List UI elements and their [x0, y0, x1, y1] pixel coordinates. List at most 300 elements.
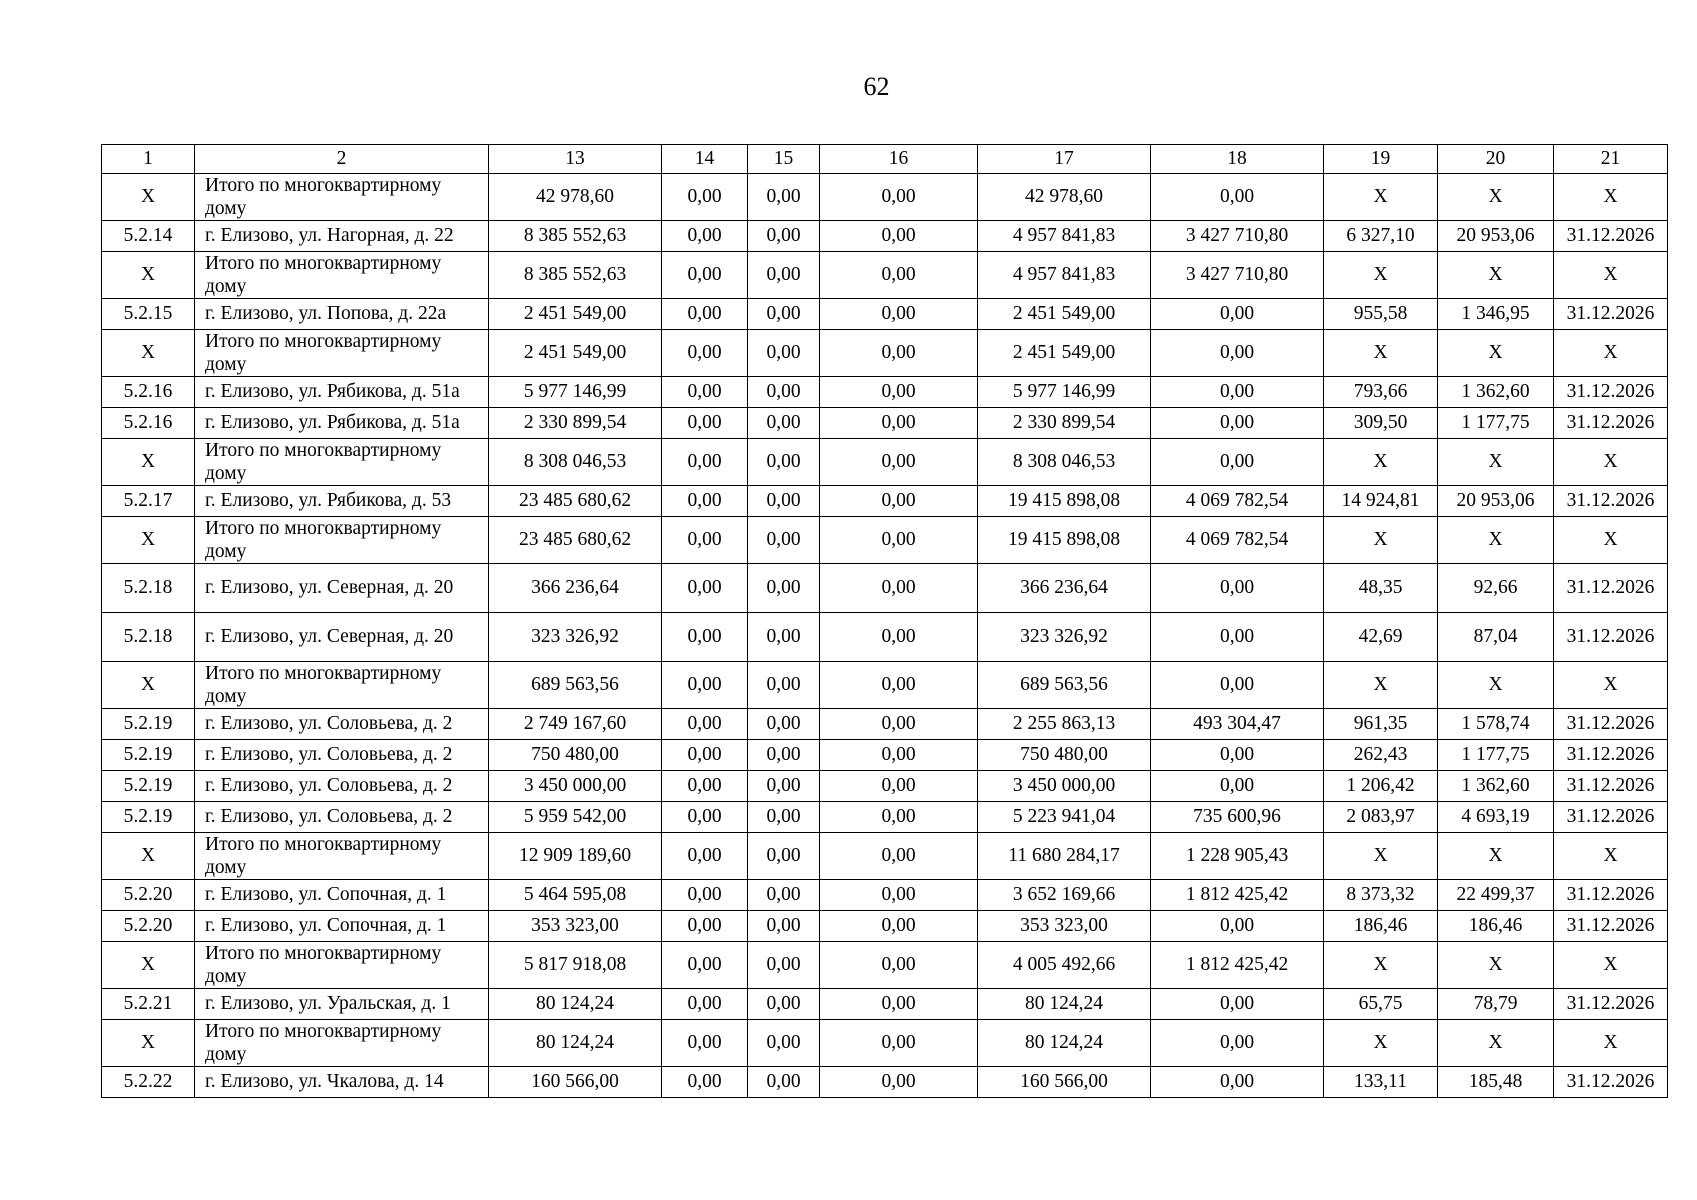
table-cell: 0,00 — [820, 1020, 978, 1067]
table-cell: Итого по многоквартирному дому — [195, 833, 489, 880]
table-cell: 31.12.2026 — [1554, 911, 1668, 942]
table-cell: Х — [1324, 942, 1438, 989]
table-cell: 1 346,95 — [1438, 299, 1554, 330]
table-cell: 80 124,24 — [978, 989, 1151, 1020]
table-cell: г. Елизово, ул. Северная, д. 20 — [195, 564, 489, 613]
table-cell: г. Елизово, ул. Соловьева, д. 2 — [195, 771, 489, 802]
table-cell: 0,00 — [820, 439, 978, 486]
table-cell: 0,00 — [748, 1020, 820, 1067]
table-cell: 6 327,10 — [1324, 221, 1438, 252]
table-cell: 186,46 — [1438, 911, 1554, 942]
table-cell: 160 566,00 — [489, 1067, 662, 1098]
table-cell: 31.12.2026 — [1554, 299, 1668, 330]
table-cell: Х — [1554, 330, 1668, 377]
table-cell: 31.12.2026 — [1554, 613, 1668, 662]
table-cell: 3 652 169,66 — [978, 880, 1151, 911]
table-cell: 0,00 — [820, 833, 978, 880]
table-row — [102, 564, 1668, 613]
table-cell: 1 812 425,42 — [1151, 942, 1324, 989]
column-header: 16 — [820, 145, 978, 174]
table-cell: 0,00 — [820, 709, 978, 740]
table-cell: 42 978,60 — [978, 174, 1151, 221]
column-header: 2 — [195, 145, 489, 174]
table-cell: 3 427 710,80 — [1151, 252, 1324, 299]
table-cell: Х — [1438, 833, 1554, 880]
table-cell: 5.2.19 — [102, 709, 195, 740]
table-cell: 323 326,92 — [978, 613, 1151, 662]
table-cell: 1 177,75 — [1438, 740, 1554, 771]
table-cell: 0,00 — [748, 174, 820, 221]
table-cell: Итого по многоквартирному дому — [195, 1020, 489, 1067]
table-cell: 5.2.19 — [102, 740, 195, 771]
table-cell: 3 450 000,00 — [489, 771, 662, 802]
table-cell: 0,00 — [662, 517, 748, 564]
table-cell: 0,00 — [748, 771, 820, 802]
table-cell: 5.2.20 — [102, 880, 195, 911]
table-cell: 1 228 905,43 — [1151, 833, 1324, 880]
table-cell: 2 451 549,00 — [978, 299, 1151, 330]
table-cell: Х — [1554, 833, 1668, 880]
table-cell: Х — [1554, 1020, 1668, 1067]
table-cell: 31.12.2026 — [1554, 989, 1668, 1020]
table-cell: 0,00 — [662, 330, 748, 377]
table-cell: 0,00 — [748, 564, 820, 613]
table-cell: 0,00 — [748, 880, 820, 911]
table-cell: 0,00 — [662, 989, 748, 1020]
table-cell: Х — [1324, 330, 1438, 377]
column-header: 19 — [1324, 145, 1438, 174]
table-row — [102, 709, 1668, 740]
table-cell: 4 069 782,54 — [1151, 517, 1324, 564]
table-cell: 186,46 — [1324, 911, 1438, 942]
table-cell: 8 385 552,63 — [489, 252, 662, 299]
table-cell: 0,00 — [662, 740, 748, 771]
table-cell: 4 693,19 — [1438, 802, 1554, 833]
table-cell: 3 427 710,80 — [1151, 221, 1324, 252]
table-cell: г. Елизово, ул. Северная, д. 20 — [195, 613, 489, 662]
table-cell: 1 206,42 — [1324, 771, 1438, 802]
table-cell: 0,00 — [748, 989, 820, 1020]
page-number: 62 — [863, 72, 890, 101]
table-cell: Х — [1324, 174, 1438, 221]
table-body — [102, 145, 1668, 1098]
table-cell: 5.2.15 — [102, 299, 195, 330]
table-cell: Х — [1554, 662, 1668, 709]
table-cell: 366 236,64 — [489, 564, 662, 613]
table-cell: Х — [1438, 662, 1554, 709]
table-cell: 5.2.21 — [102, 989, 195, 1020]
table-cell: 31.12.2026 — [1554, 377, 1668, 408]
table-cell: 1 362,60 — [1438, 771, 1554, 802]
table-cell: 19 415 898,08 — [978, 517, 1151, 564]
table-cell: 0,00 — [748, 252, 820, 299]
table-cell: 689 563,56 — [489, 662, 662, 709]
table-cell: 5 223 941,04 — [978, 802, 1151, 833]
table-cell: 92,66 — [1438, 564, 1554, 613]
column-header: 17 — [978, 145, 1151, 174]
table-cell: Х — [102, 439, 195, 486]
table-cell: 961,35 — [1324, 709, 1438, 740]
table-cell: 323 326,92 — [489, 613, 662, 662]
table-cell: 0,00 — [1151, 1067, 1324, 1098]
table-cell: 5.2.19 — [102, 802, 195, 833]
table-cell: 0,00 — [748, 1067, 820, 1098]
total-row — [102, 942, 1668, 989]
total-row — [102, 174, 1668, 221]
table-cell: 0,00 — [662, 942, 748, 989]
table-cell: 8 373,32 — [1324, 880, 1438, 911]
table-cell: 0,00 — [820, 486, 978, 517]
table-cell: 31.12.2026 — [1554, 564, 1668, 613]
table-cell: 0,00 — [662, 1067, 748, 1098]
table-cell: 2 451 549,00 — [489, 330, 662, 377]
table-cell: Х — [1438, 330, 1554, 377]
table-cell: 4 069 782,54 — [1151, 486, 1324, 517]
table-cell: 0,00 — [1151, 662, 1324, 709]
table-cell: Х — [1324, 833, 1438, 880]
table-row — [102, 740, 1668, 771]
table-cell: Х — [1438, 252, 1554, 299]
total-row — [102, 439, 1668, 486]
table-cell: 42 978,60 — [489, 174, 662, 221]
table-cell: 0,00 — [820, 613, 978, 662]
table-cell: г. Елизово, ул. Сопочная, д. 1 — [195, 911, 489, 942]
table-cell: 0,00 — [748, 942, 820, 989]
table-cell: 0,00 — [662, 377, 748, 408]
table-cell: 0,00 — [820, 564, 978, 613]
table-cell: 1 362,60 — [1438, 377, 1554, 408]
column-header: 14 — [662, 145, 748, 174]
table-cell: 750 480,00 — [978, 740, 1151, 771]
table-cell: 5.2.18 — [102, 613, 195, 662]
table-cell: 0,00 — [1151, 989, 1324, 1020]
table-cell: 3 450 000,00 — [978, 771, 1151, 802]
total-row — [102, 252, 1668, 299]
column-header: 21 — [1554, 145, 1668, 174]
table-cell: 31.12.2026 — [1554, 1067, 1668, 1098]
table-cell: 0,00 — [748, 330, 820, 377]
table-cell: г. Елизово, ул. Соловьева, д. 2 — [195, 740, 489, 771]
table-cell: 0,00 — [1151, 408, 1324, 439]
table-cell: Х — [1324, 252, 1438, 299]
table-row — [102, 221, 1668, 252]
table-cell: 2 749 167,60 — [489, 709, 662, 740]
table-cell: 0,00 — [662, 252, 748, 299]
table-cell: 31.12.2026 — [1554, 740, 1668, 771]
table-cell: 0,00 — [820, 221, 978, 252]
table-cell: Х — [1438, 942, 1554, 989]
table-cell: 0,00 — [662, 662, 748, 709]
table-cell: 0,00 — [748, 486, 820, 517]
table-cell: 48,35 — [1324, 564, 1438, 613]
table-cell: 0,00 — [662, 221, 748, 252]
table-cell: 5.2.16 — [102, 408, 195, 439]
table-cell: 0,00 — [820, 377, 978, 408]
table-cell: 5 977 146,99 — [978, 377, 1151, 408]
table-cell: 0,00 — [1151, 330, 1324, 377]
table-cell: 0,00 — [820, 662, 978, 709]
table-cell: 1 578,74 — [1438, 709, 1554, 740]
column-header: 13 — [489, 145, 662, 174]
table-cell: 0,00 — [662, 408, 748, 439]
table-cell: 0,00 — [662, 439, 748, 486]
table-cell: Х — [102, 330, 195, 377]
table-cell: 5.2.20 — [102, 911, 195, 942]
table-cell: 31.12.2026 — [1554, 221, 1668, 252]
table-cell: 5 959 542,00 — [489, 802, 662, 833]
table-cell: 31.12.2026 — [1554, 880, 1668, 911]
total-row — [102, 330, 1668, 377]
table-cell: 11 680 284,17 — [978, 833, 1151, 880]
table-cell: 0,00 — [820, 802, 978, 833]
table-cell: 493 304,47 — [1151, 709, 1324, 740]
column-header: 15 — [748, 145, 820, 174]
table-cell: 0,00 — [748, 740, 820, 771]
table-cell: 353 323,00 — [489, 911, 662, 942]
table-cell: г. Елизово, ул. Нагорная, д. 22 — [195, 221, 489, 252]
table-cell: Х — [102, 174, 195, 221]
table-row — [102, 802, 1668, 833]
table-cell: 65,75 — [1324, 989, 1438, 1020]
table-row — [102, 613, 1668, 662]
table-cell: 0,00 — [1151, 740, 1324, 771]
table-cell: 0,00 — [662, 1020, 748, 1067]
table-cell: Х — [102, 517, 195, 564]
table-cell: 0,00 — [662, 802, 748, 833]
table-cell: 31.12.2026 — [1554, 802, 1668, 833]
table-cell: 5.2.14 — [102, 221, 195, 252]
table-cell: 2 451 549,00 — [489, 299, 662, 330]
table-cell: Х — [1324, 662, 1438, 709]
table-cell: 0,00 — [820, 517, 978, 564]
table-cell: г. Елизово, ул. Сопочная, д. 1 — [195, 880, 489, 911]
table-row — [102, 1067, 1668, 1098]
table-cell: 0,00 — [662, 613, 748, 662]
table-cell: 0,00 — [820, 252, 978, 299]
table-cell: 0,00 — [1151, 299, 1324, 330]
table-cell: Х — [1438, 517, 1554, 564]
table-cell: Итого по многоквартирному дому — [195, 662, 489, 709]
table-cell: Х — [1554, 174, 1668, 221]
table-cell: 8 308 046,53 — [489, 439, 662, 486]
table-cell: Итого по многоквартирному дому — [195, 439, 489, 486]
table-cell: 0,00 — [1151, 911, 1324, 942]
table-cell: 0,00 — [820, 989, 978, 1020]
table-cell: 0,00 — [748, 517, 820, 564]
column-header: 1 — [102, 145, 195, 174]
table-cell: 133,11 — [1324, 1067, 1438, 1098]
table-cell: 31.12.2026 — [1554, 771, 1668, 802]
table-cell: Х — [102, 662, 195, 709]
table-cell: 2 083,97 — [1324, 802, 1438, 833]
table-cell: 0,00 — [662, 564, 748, 613]
table-cell: Х — [1438, 174, 1554, 221]
table-cell: 0,00 — [748, 833, 820, 880]
table-cell: Х — [102, 833, 195, 880]
table-cell: 1 177,75 — [1438, 408, 1554, 439]
table-cell: 955,58 — [1324, 299, 1438, 330]
table-cell: 366 236,64 — [978, 564, 1151, 613]
table-cell: 8 308 046,53 — [978, 439, 1151, 486]
table-cell: 0,00 — [1151, 1020, 1324, 1067]
table-cell: 309,50 — [1324, 408, 1438, 439]
table-cell: Итого по многоквартирному дому — [195, 942, 489, 989]
table-cell: 0,00 — [662, 299, 748, 330]
table-cell: Х — [1554, 517, 1668, 564]
table-cell: 14 924,81 — [1324, 486, 1438, 517]
table-cell: 80 124,24 — [978, 1020, 1151, 1067]
table-cell: 750 480,00 — [489, 740, 662, 771]
column-header: 20 — [1438, 145, 1554, 174]
table-cell: Х — [1438, 439, 1554, 486]
table-cell: 5.2.17 — [102, 486, 195, 517]
table-cell: 31.12.2026 — [1554, 486, 1668, 517]
table-cell: 2 330 899,54 — [978, 408, 1151, 439]
table-cell: 8 385 552,63 — [489, 221, 662, 252]
total-row — [102, 517, 1668, 564]
table-cell: 20 953,06 — [1438, 486, 1554, 517]
table-cell: 2 255 863,13 — [978, 709, 1151, 740]
table-cell: 5 817 918,08 — [489, 942, 662, 989]
table-cell: 5.2.19 — [102, 771, 195, 802]
table-cell: 0,00 — [1151, 439, 1324, 486]
table-cell: 31.12.2026 — [1554, 709, 1668, 740]
column-header: 18 — [1151, 145, 1324, 174]
table-cell: Итого по многоквартирному дому — [195, 330, 489, 377]
table-cell: 0,00 — [662, 833, 748, 880]
table-cell: 0,00 — [820, 330, 978, 377]
table-cell: 42,69 — [1324, 613, 1438, 662]
table-cell: 0,00 — [1151, 174, 1324, 221]
table-cell: 0,00 — [748, 377, 820, 408]
table-cell: Итого по многоквартирному дому — [195, 252, 489, 299]
table-cell: г. Елизово, ул. Соловьева, д. 2 — [195, 709, 489, 740]
total-row — [102, 662, 1668, 709]
table-cell: 0,00 — [748, 439, 820, 486]
table-cell: г. Елизово, ул. Уральская, д. 1 — [195, 989, 489, 1020]
table-cell: 4 957 841,83 — [978, 221, 1151, 252]
table-cell: Х — [1324, 1020, 1438, 1067]
table-cell: 12 909 189,60 — [489, 833, 662, 880]
table-cell: г. Елизово, ул. Чкалова, д. 14 — [195, 1067, 489, 1098]
table-cell: 0,00 — [662, 486, 748, 517]
total-row — [102, 833, 1668, 880]
table-cell: г. Елизово, ул. Рябикова, д. 51а — [195, 377, 489, 408]
table-cell: 80 124,24 — [489, 1020, 662, 1067]
table-cell: 793,66 — [1324, 377, 1438, 408]
table-cell: 0,00 — [748, 662, 820, 709]
table-cell: 78,79 — [1438, 989, 1554, 1020]
table-row — [102, 408, 1668, 439]
table-cell: 0,00 — [662, 174, 748, 221]
table-cell: 0,00 — [1151, 613, 1324, 662]
table-cell: 0,00 — [820, 942, 978, 989]
table-cell: 0,00 — [748, 709, 820, 740]
table-cell: 0,00 — [748, 613, 820, 662]
table-cell: 19 415 898,08 — [978, 486, 1151, 517]
table-cell: 160 566,00 — [978, 1067, 1151, 1098]
table-cell: 5 464 595,08 — [489, 880, 662, 911]
table-cell: 0,00 — [820, 880, 978, 911]
table-cell: 31.12.2026 — [1554, 408, 1668, 439]
table-cell: 22 499,37 — [1438, 880, 1554, 911]
table-cell: Х — [1438, 1020, 1554, 1067]
data-table — [101, 144, 1668, 1098]
table-header-row — [102, 145, 1668, 174]
total-row — [102, 1020, 1668, 1067]
table-cell: 5.2.18 — [102, 564, 195, 613]
table-cell: Х — [102, 1020, 195, 1067]
table-row — [102, 880, 1668, 911]
table-cell: 0,00 — [1151, 377, 1324, 408]
table-cell: 4 005 492,66 — [978, 942, 1151, 989]
table-cell: г. Елизово, ул. Попова, д. 22а — [195, 299, 489, 330]
table-cell: 0,00 — [662, 709, 748, 740]
table-cell: Х — [1554, 439, 1668, 486]
table-cell: 0,00 — [662, 911, 748, 942]
table-row — [102, 377, 1668, 408]
table-cell: Х — [1554, 252, 1668, 299]
table-cell: 0,00 — [748, 408, 820, 439]
table-cell: 5.2.22 — [102, 1067, 195, 1098]
table-cell: Итого по многоквартирному дому — [195, 517, 489, 564]
table-cell: 262,43 — [1324, 740, 1438, 771]
table-cell: Х — [102, 942, 195, 989]
table-cell: 4 957 841,83 — [978, 252, 1151, 299]
table-cell: 0,00 — [820, 299, 978, 330]
table-cell: 87,04 — [1438, 613, 1554, 662]
table-cell: 23 485 680,62 — [489, 486, 662, 517]
table-cell: Х — [1554, 942, 1668, 989]
table-cell: 0,00 — [820, 911, 978, 942]
table-cell: 0,00 — [662, 771, 748, 802]
table-cell: Х — [102, 252, 195, 299]
table-cell: 689 563,56 — [978, 662, 1151, 709]
table-cell: 0,00 — [820, 174, 978, 221]
table-cell: 353 323,00 — [978, 911, 1151, 942]
table-cell: Х — [1324, 517, 1438, 564]
table-cell: 80 124,24 — [489, 989, 662, 1020]
table-cell: г. Елизово, ул. Рябикова, д. 53 — [195, 486, 489, 517]
table-cell: 0,00 — [748, 802, 820, 833]
table-cell: 0,00 — [662, 880, 748, 911]
table-cell: 0,00 — [820, 1067, 978, 1098]
table-cell: 735 600,96 — [1151, 802, 1324, 833]
table-row — [102, 989, 1668, 1020]
table-cell: 20 953,06 — [1438, 221, 1554, 252]
table-cell: 23 485 680,62 — [489, 517, 662, 564]
table-cell: 0,00 — [820, 771, 978, 802]
table-cell: 0,00 — [748, 221, 820, 252]
table-cell: 0,00 — [748, 299, 820, 330]
table-cell: 0,00 — [748, 911, 820, 942]
table-cell: 0,00 — [1151, 564, 1324, 613]
table-cell: 0,00 — [1151, 771, 1324, 802]
table-cell: 5 977 146,99 — [489, 377, 662, 408]
table-cell: 2 451 549,00 — [978, 330, 1151, 377]
table-row — [102, 771, 1668, 802]
table-cell: Х — [1324, 439, 1438, 486]
table-cell: 2 330 899,54 — [489, 408, 662, 439]
table-cell: г. Елизово, ул. Соловьева, д. 2 — [195, 802, 489, 833]
table-cell: 5.2.16 — [102, 377, 195, 408]
table-row — [102, 911, 1668, 942]
table-cell: Итого по многоквартирному дому — [195, 174, 489, 221]
table-cell: 0,00 — [820, 408, 978, 439]
table-cell: 0,00 — [820, 740, 978, 771]
table-row — [102, 486, 1668, 517]
table-row — [102, 299, 1668, 330]
